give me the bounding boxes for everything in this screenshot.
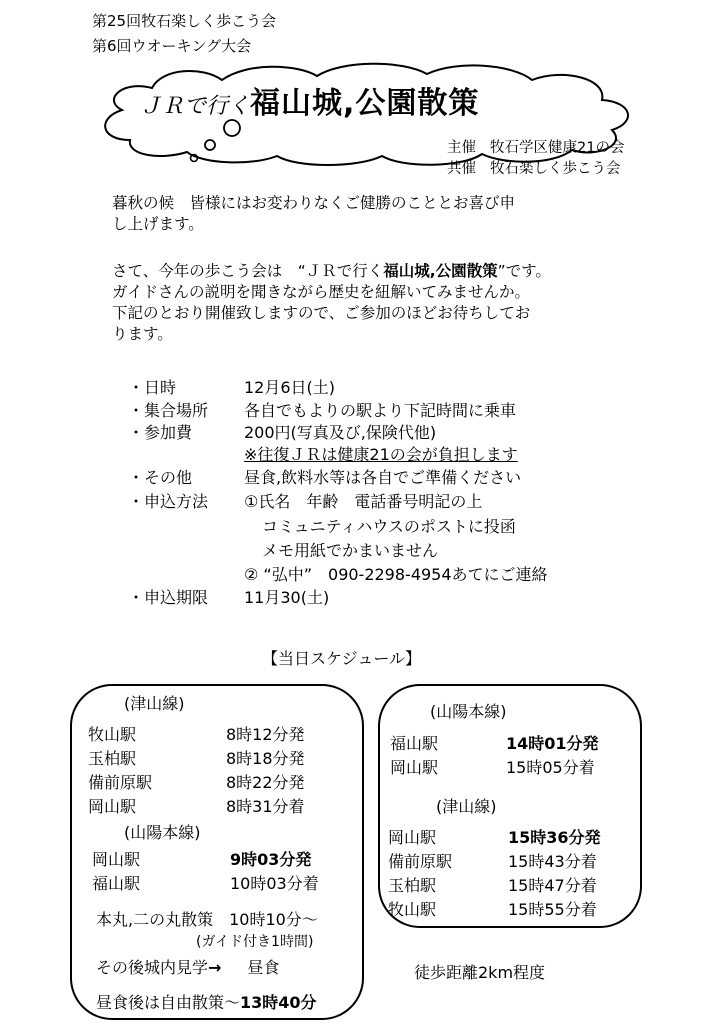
detail-value-meeting: 各自でもよりの駅より下記時間に乗車 — [244, 401, 517, 420]
detail-value-apply-1: ①氏名 年齢 電話番号明記の上 — [244, 492, 483, 511]
detail-value-date: 12月6日(土) — [244, 378, 336, 397]
greeting-line-1: 暮秋の候 皆様にはお変わりなくご健勝のこととお喜び申 — [112, 194, 516, 212]
detail-value-deadline: 11月30(土) — [244, 588, 330, 607]
host-label: 主催 — [447, 140, 476, 156]
outbound-line2-name: (山陽本線) — [124, 823, 201, 842]
free-walk-line — [96, 990, 317, 1013]
detail-label-meeting: ・集合場所 — [128, 401, 209, 420]
detail-value-apply-2: コミュニティハウスのポストに投函 — [262, 517, 516, 536]
detail-value-other: 昼食,飲料水等は各自でご準備ください — [244, 468, 522, 487]
intro-line-4: ります。 — [112, 325, 173, 343]
outbound-stop-time: 8時31分着 — [226, 797, 305, 816]
event-title-main: 福山城,公園散策 — [250, 86, 480, 121]
return-stop-time: 15時36分発 — [508, 828, 601, 847]
walking-distance: 徒歩距離2km程度 — [414, 963, 546, 982]
intro-line-3: 下記のとおり開催致しますので、ご参加のほどお待ちしてお — [112, 304, 531, 322]
walk-lunch-text: 昼食 — [247, 958, 280, 977]
detail-value-apply-4: ② “弘中” 090-2298-4954あてにご連絡 — [244, 565, 548, 584]
walk-castle-tour-text: その後城内見学 — [96, 958, 209, 977]
event-title — [140, 78, 479, 122]
detail-value-fee: 200円(写真及び,保険代他) — [244, 423, 437, 442]
free-walk-text: 昼食後は自由散策～ — [96, 993, 241, 1012]
detail-value-apply-3: メモ用紙でかまいません — [262, 541, 439, 560]
intro-line-2: ガイドさんの説明を聞きながら歴史を紐解いてみませんか。 — [112, 283, 531, 301]
outbound-stop-time: 8時18分発 — [226, 749, 305, 768]
return-stop-station: 玉柏駅 — [388, 876, 437, 895]
schedule-title: 【当日スケジュール】 — [262, 649, 422, 668]
return-stop-station: 備前原駅 — [388, 852, 453, 871]
outbound-stop-station: 岡山駅 — [88, 797, 137, 816]
event-subtitle: 第6回ウオーキング大会 — [92, 37, 252, 55]
return-stop-time: 14時01分発 — [506, 734, 599, 753]
return-stop-time: 15時55分着 — [508, 900, 597, 919]
detail-label-date: ・日時 — [128, 378, 177, 397]
right-arrow-icon: → — [208, 958, 222, 977]
walk-honmaru: 本丸,二の丸散策 10時10分～ — [96, 910, 318, 929]
intro-title-bold: 福山城,公園散策 — [383, 262, 498, 280]
outbound-stop-station: 福山駅 — [92, 874, 141, 893]
outbound-stop-time: 8時22分発 — [226, 773, 305, 792]
return-line2-name: (津山線) — [436, 797, 497, 816]
host-line — [447, 136, 624, 157]
return-stop-time: 15時05分着 — [506, 758, 595, 777]
intro-text-c: ”です。 — [497, 262, 551, 280]
free-walk-end-time: 13時40分 — [240, 993, 317, 1012]
outbound-stop-station: 牧山駅 — [88, 725, 137, 744]
return-stop-time: 15時47分着 — [508, 876, 597, 895]
cohost-name: 牧石楽しく歩こう会 — [490, 161, 621, 177]
return-stop-station: 牧山駅 — [388, 900, 437, 919]
outbound-stop-station: 備前原駅 — [88, 773, 153, 792]
event-title-prefix: ＪＲで行く — [140, 94, 251, 119]
event-series-title: 第25回牧石楽しく歩こう会 — [92, 12, 277, 30]
detail-label-fee: ・参加費 — [128, 423, 193, 442]
return-stop-time: 15時43分着 — [508, 852, 597, 871]
return-line1-name: (山陽本線) — [430, 702, 507, 721]
detail-label-deadline: ・申込期限 — [128, 588, 209, 607]
detail-label-apply: ・申込方法 — [128, 492, 209, 511]
outbound-line1-name: (津山線) — [124, 694, 185, 713]
cohost-label: 共催 — [447, 161, 476, 177]
walk-guide-note: (ガイド付き1時間) — [196, 934, 314, 950]
outbound-stop-time: 10時03分着 — [230, 874, 319, 893]
return-stop-station: 岡山駅 — [390, 758, 439, 777]
detail-value-fee-note: ※往復ＪＲは健康21の会が負担します — [244, 445, 518, 464]
return-stop-station: 岡山駅 — [388, 828, 437, 847]
outbound-stop-station: 玉柏駅 — [88, 749, 137, 768]
intro-text-a: さて、今年の歩こう会は “ＪＲで行く — [112, 262, 384, 280]
detail-label-other: ・その他 — [128, 468, 193, 487]
walk-castle-tour — [96, 955, 279, 978]
host-name: 牧石学区健康21の会 — [490, 140, 625, 156]
return-stop-station: 福山駅 — [390, 734, 439, 753]
outbound-stop-time: 8時12分発 — [226, 725, 305, 744]
outbound-stop-station: 岡山駅 — [92, 850, 141, 869]
cohost-line — [447, 157, 621, 178]
outbound-stop-time: 9時03分発 — [230, 850, 312, 869]
intro-line-1 — [112, 261, 551, 281]
greeting-line-2: し上げます。 — [112, 215, 204, 233]
